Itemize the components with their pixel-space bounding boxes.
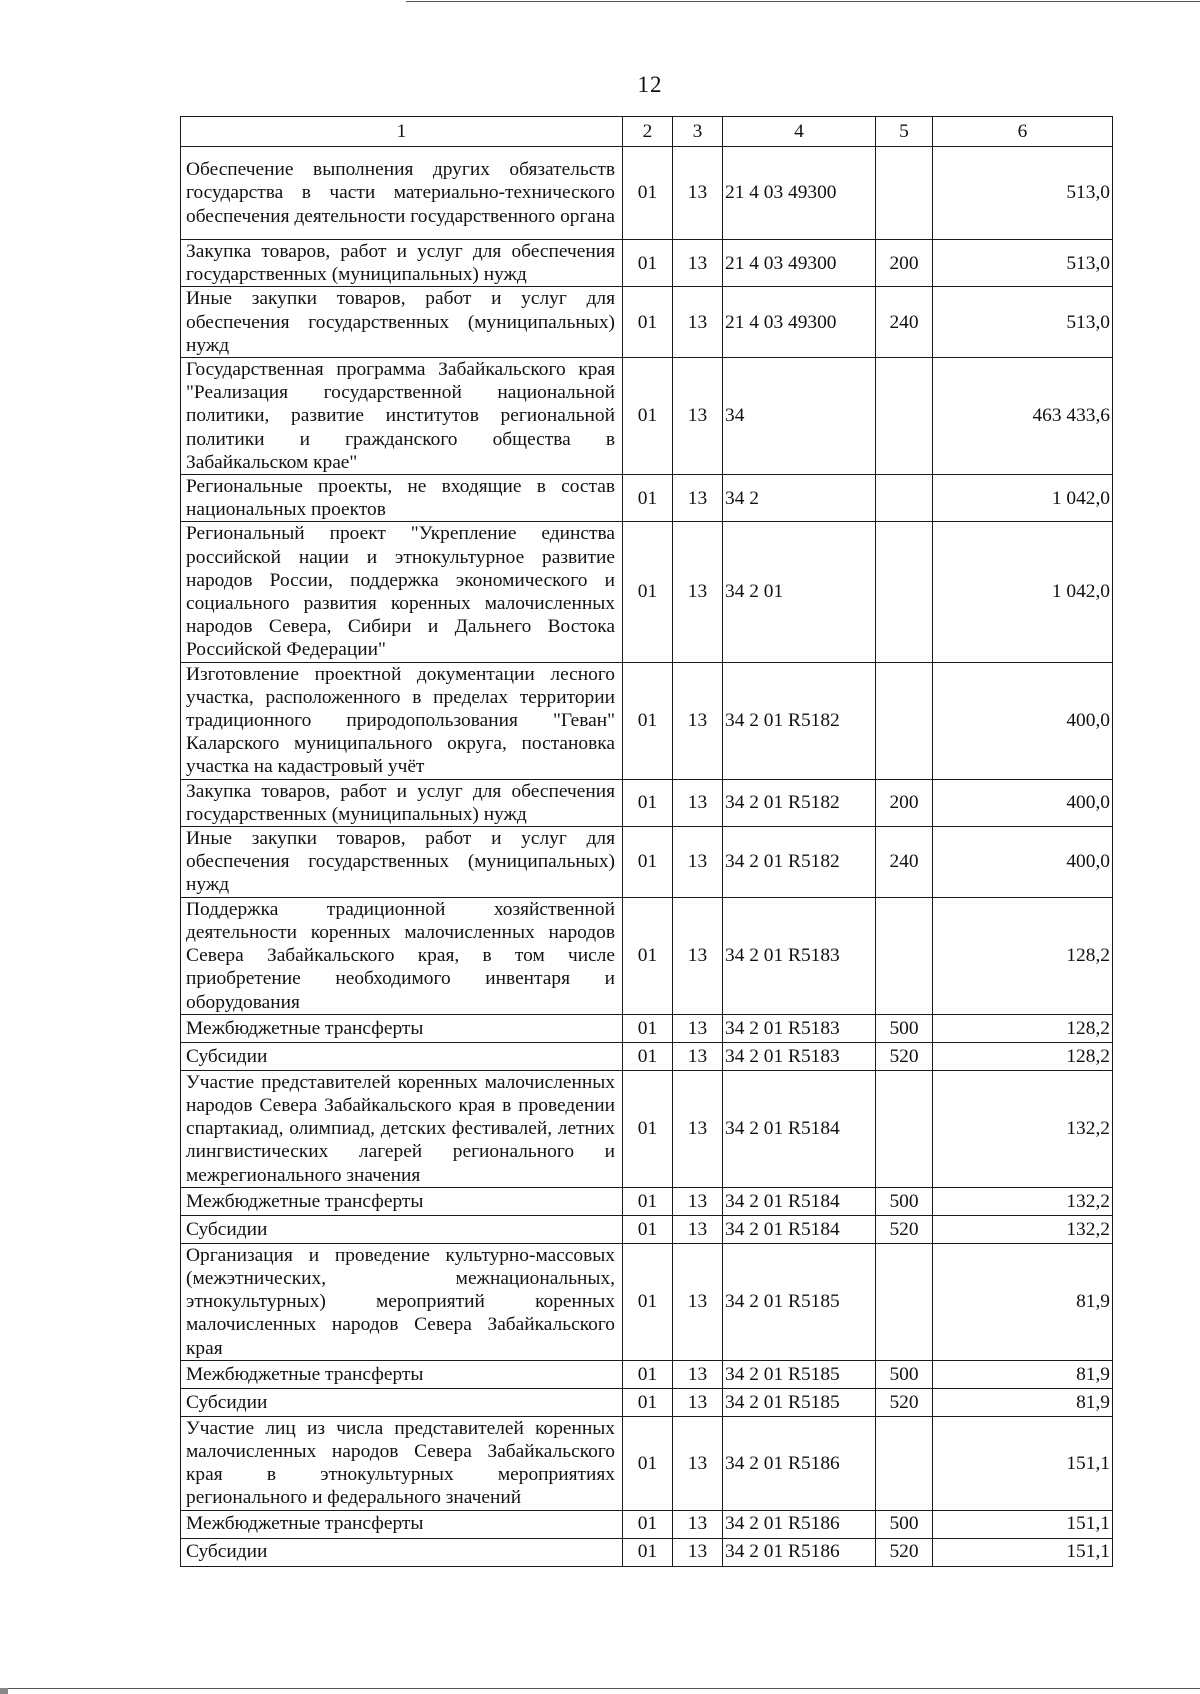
- table-row: [181, 358, 1113, 475]
- page-number: 12: [637, 72, 663, 97]
- table-row: [181, 662, 1113, 779]
- table-row: [181, 1187, 1113, 1215]
- row-expense-type-cell: [876, 1070, 933, 1187]
- row-target-code-cell: 34 2 01 R5186: [723, 1510, 876, 1538]
- row-amount-cell: 151,1: [933, 1538, 1113, 1566]
- row-subsection-cell: 13: [673, 522, 723, 662]
- header-cell: 3: [673, 117, 723, 147]
- row-amount-cell: 128,2: [933, 897, 1113, 1014]
- row-expense-type-cell: [876, 662, 933, 779]
- row-subsection-cell: 13: [673, 475, 723, 522]
- row-subsection-cell: 13: [673, 358, 723, 475]
- table-row: [181, 240, 1113, 287]
- table-row: [181, 1416, 1113, 1510]
- row-section-cell: 01: [623, 1070, 673, 1187]
- table-row: [181, 1360, 1113, 1388]
- row-expense-type-cell: 500: [876, 1360, 933, 1388]
- row-name-cell: Иные закупки товаров, работ и услуг для обеспечения государственных (муниципальных) нужд: [181, 287, 623, 358]
- row-name-cell: Организация и проведение культурно-массовых (межэтнических, межнациональных, этнокультурных) мероприятий коренных малочисленных народов Севера Забайкальского края: [181, 1243, 623, 1360]
- scan-edge-corner: [0, 1688, 8, 1694]
- row-target-code-cell: 34 2 01 R5184: [723, 1070, 876, 1187]
- row-name-cell: Региональный проект "Укрепление единства российской нации и этнокультурное развитие народов России, поддержка экономического и социального развития коренных малочисленных народов Севера, Сибири и Дальнего Востока Российской Федерации": [181, 522, 623, 662]
- row-section-cell: 01: [623, 1014, 673, 1042]
- table-row: [181, 147, 1113, 240]
- row-expense-type-cell: 240: [876, 827, 933, 898]
- row-expense-type-cell: 520: [876, 1215, 933, 1243]
- row-subsection-cell: 13: [673, 1042, 723, 1070]
- row-section-cell: 01: [623, 1510, 673, 1538]
- row-target-code-cell: 34 2 01 R5183: [723, 897, 876, 1014]
- row-amount-cell: 1 042,0: [933, 522, 1113, 662]
- row-subsection-cell: 13: [673, 1187, 723, 1215]
- row-amount-cell: 151,1: [933, 1416, 1113, 1510]
- row-name-cell: Межбюджетные трансферты: [181, 1014, 623, 1042]
- row-amount-cell: 132,2: [933, 1215, 1113, 1243]
- row-expense-type-cell: [876, 475, 933, 522]
- row-target-code-cell: 34 2 01 R5184: [723, 1215, 876, 1243]
- table-row: [181, 475, 1113, 522]
- row-name-cell: Обеспечение выполнения других обязательств государства в части материально-технического обеспечения деятельности государственного органа: [181, 147, 623, 240]
- budget-table: [180, 116, 1113, 1567]
- row-name-cell: Закупка товаров, работ и услуг для обеспечения государственных (муниципальных) нужд: [181, 779, 623, 826]
- row-section-cell: 01: [623, 1243, 673, 1360]
- row-amount-cell: 513,0: [933, 287, 1113, 358]
- row-name-cell: Государственная программа Забайкальского края "Реализация государственной национальной политики, развитие институтов региональной политики и гражданского общества в Забайкальском крае": [181, 358, 623, 475]
- row-subsection-cell: 13: [673, 1360, 723, 1388]
- row-section-cell: 01: [623, 287, 673, 358]
- row-target-code-cell: 21 4 03 49300: [723, 287, 876, 358]
- row-target-code-cell: 21 4 03 49300: [723, 240, 876, 287]
- row-name-cell: Закупка товаров, работ и услуг для обеспечения государственных (муниципальных) нужд: [181, 240, 623, 287]
- row-subsection-cell: 13: [673, 1510, 723, 1538]
- header-cell: 1: [181, 117, 623, 147]
- table-row: [181, 897, 1113, 1014]
- row-name-cell: Межбюджетные трансферты: [181, 1510, 623, 1538]
- row-expense-type-cell: [876, 358, 933, 475]
- row-name-cell: Поддержка традиционной хозяйственной деятельности коренных малочисленных народов Севера Забайкальского края, в том числе приобретение необходимого инвентаря и оборудования: [181, 897, 623, 1014]
- row-target-code-cell: 34 2 01 R5186: [723, 1538, 876, 1566]
- row-amount-cell: 81,9: [933, 1243, 1113, 1360]
- table-row: [181, 1388, 1113, 1416]
- header-cell: 2: [623, 117, 673, 147]
- row-target-code-cell: 34 2 01 R5185: [723, 1388, 876, 1416]
- table-row: [181, 1510, 1113, 1538]
- row-expense-type-cell: [876, 1243, 933, 1360]
- row-target-code-cell: 34 2 01 R5185: [723, 1243, 876, 1360]
- table-row: [181, 522, 1113, 662]
- row-name-cell: Субсидии: [181, 1215, 623, 1243]
- row-amount-cell: 463 433,6: [933, 358, 1113, 475]
- row-amount-cell: 513,0: [933, 147, 1113, 240]
- row-subsection-cell: 13: [673, 1014, 723, 1042]
- row-subsection-cell: 13: [673, 287, 723, 358]
- row-name-cell: Субсидии: [181, 1538, 623, 1566]
- row-section-cell: 01: [623, 475, 673, 522]
- row-section-cell: 01: [623, 147, 673, 240]
- row-target-code-cell: 34 2 01 R5182: [723, 827, 876, 898]
- row-name-cell: Межбюджетные трансферты: [181, 1187, 623, 1215]
- table-row: [181, 827, 1113, 898]
- row-subsection-cell: 13: [673, 1416, 723, 1510]
- row-section-cell: 01: [623, 1187, 673, 1215]
- row-expense-type-cell: 200: [876, 240, 933, 287]
- row-name-cell: Региональные проекты, не входящие в состав национальных проектов: [181, 475, 623, 522]
- row-amount-cell: 151,1: [933, 1510, 1113, 1538]
- row-target-code-cell: 21 4 03 49300: [723, 147, 876, 240]
- row-subsection-cell: 13: [673, 827, 723, 898]
- row-expense-type-cell: 500: [876, 1510, 933, 1538]
- row-expense-type-cell: 520: [876, 1538, 933, 1566]
- row-subsection-cell: 13: [673, 779, 723, 826]
- row-expense-type-cell: [876, 147, 933, 240]
- row-name-cell: Иные закупки товаров, работ и услуг для обеспечения государственных (муниципальных) нужд: [181, 827, 623, 898]
- row-amount-cell: 128,2: [933, 1014, 1113, 1042]
- row-amount-cell: 128,2: [933, 1042, 1113, 1070]
- row-target-code-cell: 34 2 01 R5183: [723, 1014, 876, 1042]
- row-amount-cell: 1 042,0: [933, 475, 1113, 522]
- row-section-cell: 01: [623, 779, 673, 826]
- table-row: [181, 1070, 1113, 1187]
- row-subsection-cell: 13: [673, 662, 723, 779]
- row-section-cell: 01: [623, 1215, 673, 1243]
- table-row: [181, 1538, 1113, 1566]
- row-name-cell: Изготовление проектной документации лесного участка, расположенного в пределах территории традиционного природопользования "Геван" Каларского муниципального округа, постановка участка на кадастровый учёт: [181, 662, 623, 779]
- table-row: [181, 287, 1113, 358]
- table-row: [181, 1243, 1113, 1360]
- row-section-cell: 01: [623, 662, 673, 779]
- row-section-cell: 01: [623, 358, 673, 475]
- row-section-cell: 01: [623, 1416, 673, 1510]
- row-name-cell: Участие представителей коренных малочисленных народов Севера Забайкальского края в проведении спартакиад, олимпиад, детских фестивалей, летних лингвистических лагерей регионального и межрегионального значения: [181, 1070, 623, 1187]
- row-amount-cell: 400,0: [933, 827, 1113, 898]
- row-amount-cell: 132,2: [933, 1070, 1113, 1187]
- row-expense-type-cell: 500: [876, 1187, 933, 1215]
- row-expense-type-cell: 520: [876, 1042, 933, 1070]
- header-cell: 5: [876, 117, 933, 147]
- row-name-cell: Участие лиц из числа представителей коренных малочисленных народов Севера Забайкальского края в этнокультурных мероприятиях регионального и федерального значений: [181, 1416, 623, 1510]
- row-amount-cell: 81,9: [933, 1360, 1113, 1388]
- row-subsection-cell: 13: [673, 240, 723, 287]
- row-subsection-cell: 13: [673, 1538, 723, 1566]
- row-expense-type-cell: [876, 1416, 933, 1510]
- row-expense-type-cell: 200: [876, 779, 933, 826]
- row-target-code-cell: 34 2: [723, 475, 876, 522]
- header-cell: 4: [723, 117, 876, 147]
- row-target-code-cell: 34 2 01 R5186: [723, 1416, 876, 1510]
- row-section-cell: 01: [623, 522, 673, 662]
- row-subsection-cell: 13: [673, 1388, 723, 1416]
- row-amount-cell: 400,0: [933, 779, 1113, 826]
- row-section-cell: 01: [623, 240, 673, 287]
- row-target-code-cell: 34 2 01 R5182: [723, 779, 876, 826]
- table-row: [181, 1215, 1113, 1243]
- row-amount-cell: 132,2: [933, 1187, 1113, 1215]
- row-subsection-cell: 13: [673, 1070, 723, 1187]
- row-target-code-cell: 34 2 01 R5185: [723, 1360, 876, 1388]
- row-expense-type-cell: [876, 522, 933, 662]
- scan-edge-top: [406, 1, 1200, 2]
- row-section-cell: 01: [623, 827, 673, 898]
- row-subsection-cell: 13: [673, 1243, 723, 1360]
- row-name-cell: Межбюджетные трансферты: [181, 1360, 623, 1388]
- row-name-cell: Субсидии: [181, 1042, 623, 1070]
- row-section-cell: 01: [623, 1388, 673, 1416]
- row-target-code-cell: 34 2 01 R5183: [723, 1042, 876, 1070]
- header-cell: 6: [933, 117, 1113, 147]
- row-amount-cell: 513,0: [933, 240, 1113, 287]
- table-row: [181, 1042, 1113, 1070]
- row-name-cell: Субсидии: [181, 1388, 623, 1416]
- row-expense-type-cell: 240: [876, 287, 933, 358]
- row-amount-cell: 400,0: [933, 662, 1113, 779]
- row-subsection-cell: 13: [673, 897, 723, 1014]
- row-amount-cell: 81,9: [933, 1388, 1113, 1416]
- row-target-code-cell: 34 2 01 R5182: [723, 662, 876, 779]
- row-subsection-cell: 13: [673, 1215, 723, 1243]
- scan-edge-bottom: [8, 1688, 1200, 1689]
- row-section-cell: 01: [623, 1360, 673, 1388]
- row-section-cell: 01: [623, 897, 673, 1014]
- row-subsection-cell: 13: [673, 147, 723, 240]
- row-expense-type-cell: [876, 897, 933, 1014]
- row-expense-type-cell: 500: [876, 1014, 933, 1042]
- row-section-cell: 01: [623, 1538, 673, 1566]
- row-target-code-cell: 34 2 01 R5184: [723, 1187, 876, 1215]
- table-header-row: [181, 117, 1113, 147]
- table-row: [181, 779, 1113, 826]
- table-row: [181, 1014, 1113, 1042]
- row-target-code-cell: 34: [723, 358, 876, 475]
- row-section-cell: 01: [623, 1042, 673, 1070]
- row-target-code-cell: 34 2 01: [723, 522, 876, 662]
- row-expense-type-cell: 520: [876, 1388, 933, 1416]
